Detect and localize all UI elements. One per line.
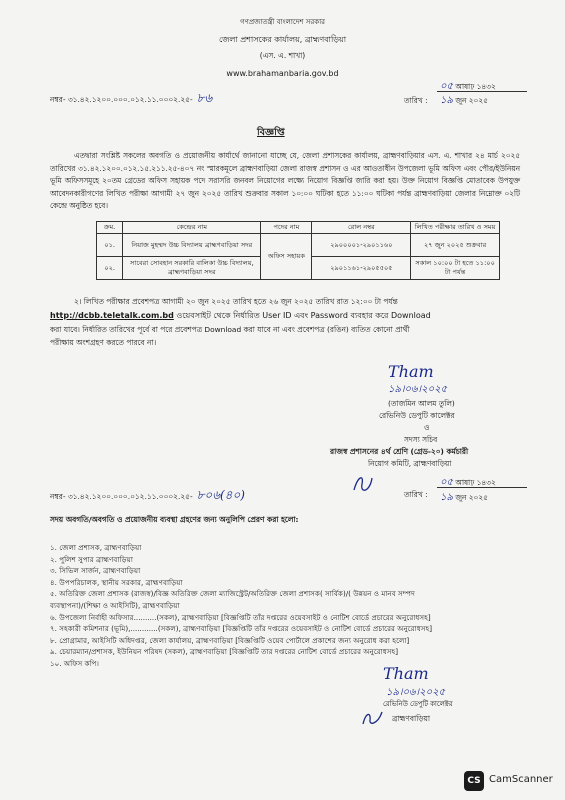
list-item: ৫. অতিরিক্ত জেলা প্রশাসক (রাজস্ব)/বিজ্ঞ অতিরিক্ত জেলা ম্যাজিস্ট্রেট/অতিরিক্ত জেলা প্রশাসক( সার্বিক)/( উন্নয়ন ও মানব সম্পদ bbox=[50, 589, 415, 599]
table-header-serial: ক্রম. bbox=[97, 222, 123, 234]
row-center: নিয়াজ মুহম্মদ উচ্চ বিদ্যালয় ব্রাহ্মণবাড়িয়া সদর bbox=[123, 234, 261, 257]
signatory-role: সদস্য সচিব bbox=[404, 435, 438, 444]
admit-card-link[interactable]: http://dcbb.teletalk.com.bd bbox=[50, 311, 174, 320]
list-item: ৮. প্রোগ্রামার, আইসিটি অধিদপ্তর, জেলা কার্যালয়, ব্রাহ্মণবাড়িয়া [বিজ্ঞপ্তিটি ওয়েব পোর্টালে প্রকাশের জন্য অনুরোধ করা হলো] bbox=[50, 635, 410, 645]
exam-center-table bbox=[96, 221, 500, 280]
camscanner-watermark: CamScanner bbox=[489, 774, 553, 785]
memo-2-date-english: ১৯ জুন ২০২৫ bbox=[440, 492, 488, 503]
memo-2-date-label: তারিখ : bbox=[404, 490, 428, 499]
header-website[interactable]: www.brahamanbaria.gov.bd bbox=[226, 69, 339, 78]
row-serial: ০১. bbox=[97, 234, 123, 257]
paragraph-2-line-2: http://dcbb.teletalk.com.bd ওয়েবসাইট থেকে নির্ধারিত User ID এবং Password ব্যবহার করে Download bbox=[50, 311, 431, 320]
signatory-2-designation: রেভিনিউ ডেপুটি কালেক্টর bbox=[383, 700, 453, 708]
paragraph-2-line-1: ২। লিখিত পরীক্ষার প্রবেশপত্র আগামী ২০ জুন ২০২৫ তারিখ হতে ২৬ জুন ২০২৫ তারিখ রাত ১২:০০ টা পর্যন্ত bbox=[74, 297, 398, 306]
notice-paragraph-1: এতদ্বারা সংশ্লিষ্ট সকলের অবগতি ও প্রয়োজনীয় কার্যার্থে জানানো যাচ্ছে যে, জেলা প্রশাসকের কার্যালয়, ব্রাহ্মণবাড়িয়ার এস. এ. শাখার ২৪ মার্চ ২০২৫ তারিখের ৩১.৪২.১২০০.০১২.১৫.২১১.২৫-৪০৭ নং স্মারকমূলে ব্রাহ্মণবাড়িয়া জেলা রাজস্ব প্রশাসন ও এর আওতাধীন উপজেলা ভূমি অফিস এবং পৌর/ইউনিয়ন ভূমি অফিসসমূহে ২০তম গ্রেডের অফিস সহায়ক পদে সরাসরি জনবল নিয়োগের লক্ষ্যে নিয়োগ বিজ্ঞপ্তি জারি করা হয়। উক্ত নিয়োগ বিজ্ঞপ্তি মোতাবেক উপযুক্ত আবেদনকারীগণের লিখিত পরীক্ষা আগামী ২৭ জুন ২০২৫ তারিখ শুক্রবার সকাল ১০:০০ ঘটিকা হতে ১১:০০ ঘটিকা পর্যন্ত ব্রাহ্মণবাড়িয়া জেলার নিম্নোক্ত ০২টি কেন্দ্রে অনুষ্ঠিত হবে। bbox=[50, 151, 520, 210]
signatory-designation: রেভিনিউ ডেপুটি কালেক্টর bbox=[379, 411, 455, 420]
signatory-2-place: ব্রাহ্মণবাড়িয়া bbox=[392, 714, 431, 723]
row-time: সকাল ১০:০০ টা হতে ১১:০০ টা পর্যন্ত bbox=[411, 257, 500, 280]
committee-line-1: রাজস্ব প্রশাসনের ৪র্থ শ্রেণি (গ্রেড-২০) কর্মচারী bbox=[330, 447, 469, 456]
list-item: ১০. অফিস কপি। bbox=[50, 658, 100, 668]
distribution-list bbox=[50, 542, 432, 670]
paragraph-2-line-4: পরীক্ষায় অংশগ্রহণ করতে পারবে না। bbox=[50, 338, 157, 347]
memo-2-date-bengali: ০৫ আষাঢ় ১৪৩২ bbox=[440, 477, 496, 488]
initials-scribble bbox=[350, 470, 376, 496]
table-header-roll: রোল নম্বর bbox=[312, 222, 411, 234]
initials-scribble-2 bbox=[360, 706, 386, 730]
table-header-center: কেন্দ্রের নাম bbox=[123, 222, 261, 234]
row-post: অফিস সহায়ক bbox=[261, 234, 312, 280]
date-divider bbox=[437, 487, 527, 488]
list-item: ৪. উপপরিচালক, স্থানীয় সরকার, ব্রাহ্মণবাড়িয়া bbox=[50, 577, 183, 587]
date-divider bbox=[437, 91, 527, 92]
signature-handwritten: Tham bbox=[388, 362, 434, 381]
memo-date-bengali: ০৫ আষাঢ় ১৪৩২ bbox=[440, 81, 496, 92]
distribution-heading: সদয় অবগতি/অবগতি ও প্রয়োজনীয় ব্যবস্থা গ্রহণের জন্য অনুলিপি প্রেরণ করা হলো: bbox=[50, 515, 299, 524]
row-serial: ০২. bbox=[97, 257, 123, 280]
table-row bbox=[97, 234, 500, 257]
committee-line-2: নিয়োগ কমিটি, ব্রাহ্মণবাড়িয়া bbox=[368, 459, 452, 468]
header-section: (এস. এ. শাখা) bbox=[259, 51, 306, 60]
memo-2-number: নম্বর- ৩১.৪২.১২০০.০০০.০১২.১১.০০০২.২৫- ৮০৬(৪০) bbox=[50, 488, 245, 502]
list-item: ১. জেলা প্রশাসক, ব্রাহ্মণবাড়িয়া bbox=[50, 543, 142, 552]
paragraph-2-line-3: করা যাবে। নির্ধারিত তারিখের পূর্বে বা পরে প্রবেশপত্র Download করা যাবে না এবং প্রবেশপত্র (রঙিন) ব্যতিত কোনো প্রার্থী bbox=[50, 325, 410, 334]
header-government: গণপ্রজাতন্ত্রী বাংলাদেশ সরকার bbox=[240, 18, 325, 26]
list-item: ৩. সিভিল সার্জন, ব্রাহ্মণবাড়িয়া bbox=[50, 566, 141, 576]
row-roll: ২৯০১১৬১-২৯০৫৫০৫ bbox=[312, 257, 411, 280]
list-item: ৭. সহকারী কমিশনার (ভূমি),............(সকল), ব্রাহ্মণবাড়িয়া [বিজ্ঞপ্তিটি তাঁর দপ্তরের ওয়েবসাইট ও নোটিশ বোর্ডে প্রচারের অনুরোধসহ] bbox=[50, 624, 433, 634]
list-item: ৬. উপজেলা নির্বাহী অফিসার..........(সকল), ব্রাহ্মণবাড়িয়া [বিজ্ঞপ্তিটি তাঁর দপ্তরের ওয়েবসাইট ও নোটিশ বোর্ডে প্রচারের অনুরোধসহ] bbox=[50, 612, 431, 622]
signature-date-handwritten: ১৯।০৬।২০২৫ bbox=[388, 384, 448, 395]
signature-2-date-handwritten: ১৯।০৬।২০২৫ bbox=[386, 687, 446, 698]
row-roll: ২৯০০০০১-২৯০১১৬০ bbox=[312, 234, 411, 257]
table-header-datetime: লিখিত পরীক্ষার তারিখ ও সময় bbox=[411, 222, 500, 234]
signatory-name: (তাজমিন আলম তুলি) bbox=[388, 399, 455, 408]
camscanner-logo-icon: CS bbox=[464, 771, 484, 791]
header-office: জেলা প্রশাসকের কার্যালয়, ব্রাহ্মণবাড়িয়া bbox=[218, 35, 347, 44]
memo-date-english: ১৯ জুন ২০২৫ bbox=[440, 95, 488, 106]
memo-number: নম্বর- ৩১.৪২.১২০০.০০০.০১২.১১.০০০২.২৫- ৮৬ bbox=[50, 91, 213, 105]
table-header-post: পদের নাম bbox=[261, 222, 312, 234]
row-center: সাবেরা সোবহান সরকারি বালিকা উচ্চ বিদ্যালয়, ব্রাহ্মণবাড়িয়া সদর bbox=[123, 257, 261, 280]
list-item: ২. পুলিশ সুপার ব্রাহ্মণবাড়িয়া bbox=[50, 554, 133, 564]
list-item: ব্যবস্থাপনা)/(শিক্ষা ও আইসিটি), ব্রাহ্মণবাড়িয়া bbox=[50, 600, 180, 610]
signature-2-handwritten: Tham bbox=[383, 664, 429, 683]
notice-title: বিজ্ঞপ্তি bbox=[257, 127, 285, 138]
memo-date-label: তারিখ : bbox=[404, 96, 428, 105]
table-header-row bbox=[97, 222, 500, 234]
row-date: ২৭ জুন ২০২৫ শুক্রবার bbox=[411, 234, 500, 257]
signatory-and: ও bbox=[424, 423, 430, 432]
list-item: ৯. চেয়ারম্যান/প্রশাসক, ইউনিয়ন পরিষদ (সকল), ব্রাহ্মণবাড়িয়া [বিজ্ঞপ্তিটি তার দপ্তরের নোটিশ বোর্ডে প্রচারের অনুরোধসহ] bbox=[50, 647, 399, 657]
